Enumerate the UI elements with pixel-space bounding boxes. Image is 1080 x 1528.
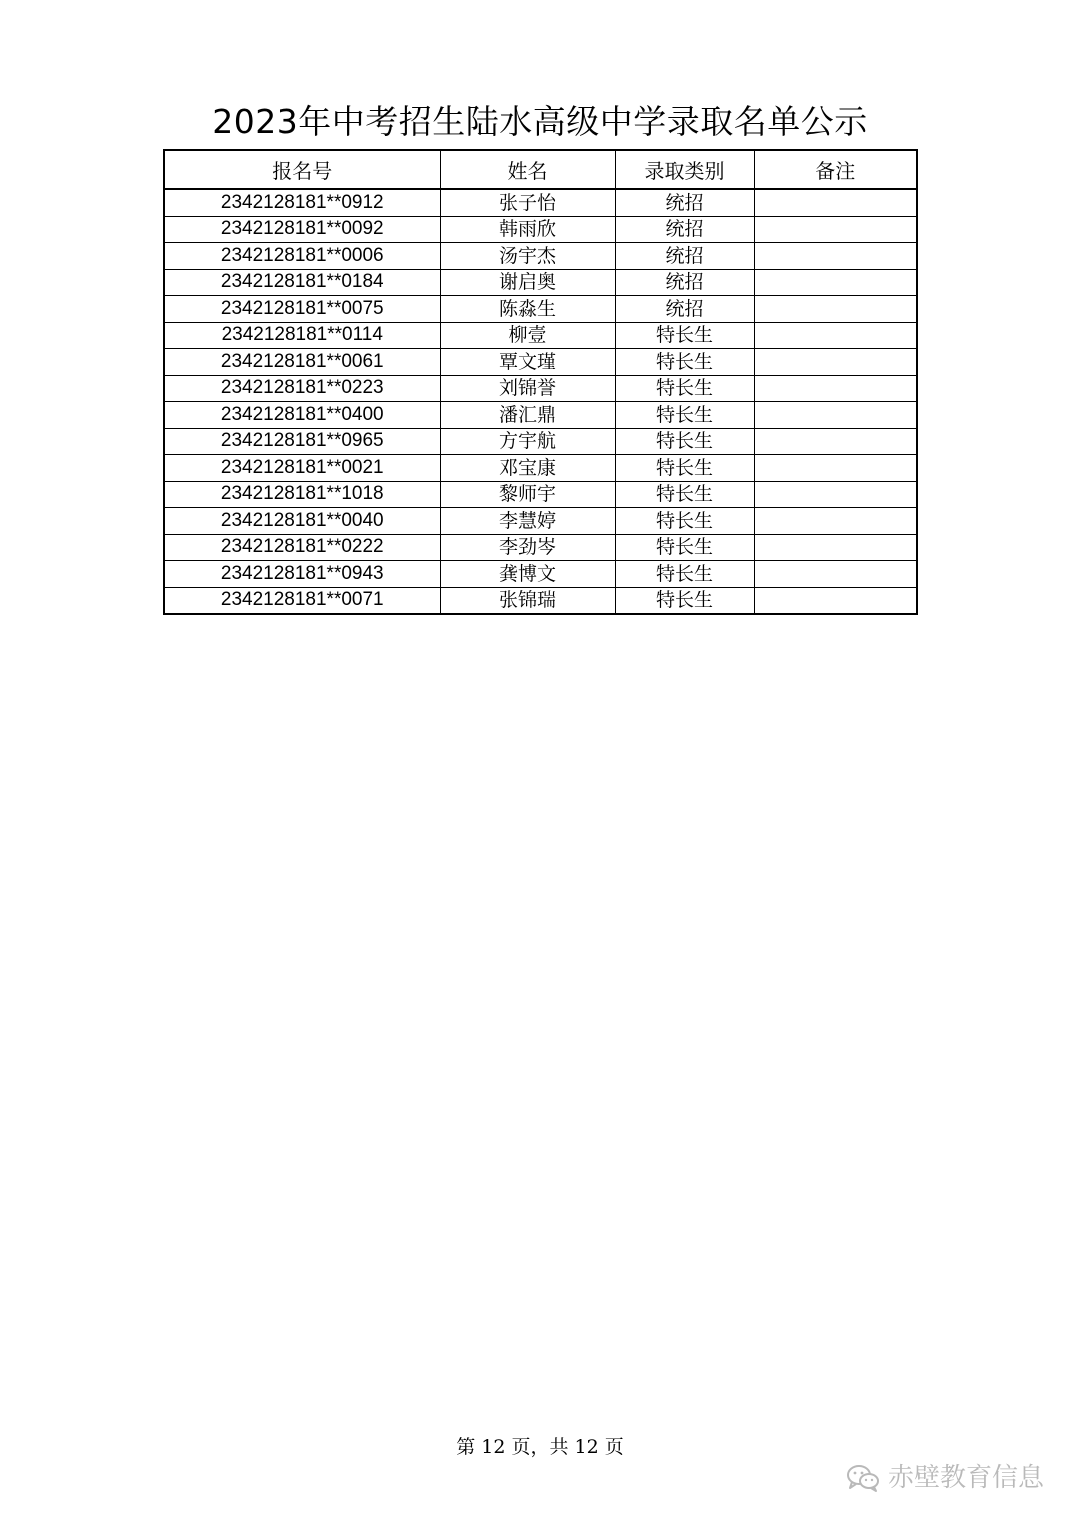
- admission-category-cell: 统招: [615, 216, 754, 243]
- admission-category-cell: 统招: [615, 243, 754, 270]
- remark-cell: [754, 508, 917, 535]
- registration-number-cell: 2342128181**0943: [164, 561, 440, 588]
- admission-category-cell: 特长生: [615, 349, 754, 376]
- table-row: [164, 322, 917, 349]
- table-row: [164, 561, 917, 588]
- table-header: [164, 150, 917, 189]
- registration-number-cell: 2342128181**1018: [164, 481, 440, 508]
- header-remarks: 备注: [754, 150, 917, 189]
- remark-cell: [754, 243, 917, 270]
- table-row: [164, 402, 917, 429]
- table-row: [164, 481, 917, 508]
- admission-category-cell: 特长生: [615, 534, 754, 561]
- remark-cell: [754, 428, 917, 455]
- student-name-cell: 黎师宇: [440, 481, 615, 508]
- registration-number-cell: 2342128181**0222: [164, 534, 440, 561]
- admission-category-cell: 特长生: [615, 428, 754, 455]
- remark-cell: [754, 534, 917, 561]
- student-name-cell: 李劲岑: [440, 534, 615, 561]
- admission-category-cell: 特长生: [615, 375, 754, 402]
- registration-number-cell: 2342128181**0400: [164, 402, 440, 429]
- remark-cell: [754, 269, 917, 296]
- admission-category-cell: 特长生: [615, 508, 754, 535]
- table-row: [164, 508, 917, 535]
- table-body: [164, 189, 917, 614]
- registration-number-cell: 2342128181**0061: [164, 349, 440, 376]
- page-footer: 第 12 页，共 12 页: [456, 1436, 624, 1458]
- header-row: [164, 150, 917, 189]
- table-row: [164, 455, 917, 482]
- table-row: [164, 375, 917, 402]
- table-row: [164, 587, 917, 614]
- registration-number-cell: 2342128181**0965: [164, 428, 440, 455]
- admission-table: [163, 149, 918, 615]
- registration-number-cell: 2342128181**0071: [164, 587, 440, 614]
- table-row: [164, 216, 917, 243]
- student-name-cell: 刘锦誉: [440, 375, 615, 402]
- remark-cell: [754, 322, 917, 349]
- student-name-cell: 方宇航: [440, 428, 615, 455]
- admission-category-cell: 特长生: [615, 402, 754, 429]
- remark-cell: [754, 189, 917, 216]
- student-name-cell: 覃文瑾: [440, 349, 615, 376]
- student-name-cell: 潘汇鼎: [440, 402, 615, 429]
- table-row: [164, 428, 917, 455]
- student-name-cell: 汤宇杰: [440, 243, 615, 270]
- table-row: [164, 296, 917, 323]
- remark-cell: [754, 402, 917, 429]
- remark-cell: [754, 375, 917, 402]
- registration-number-cell: 2342128181**0912: [164, 189, 440, 216]
- header-admission-category: 录取类别: [615, 150, 754, 189]
- student-name-cell: 龚博文: [440, 561, 615, 588]
- table-row: [164, 243, 917, 270]
- remark-cell: [754, 296, 917, 323]
- admission-category-cell: 统招: [615, 189, 754, 216]
- student-name-cell: 李慧婷: [440, 508, 615, 535]
- watermark-text: 赤壁教育信息: [887, 1463, 1044, 1493]
- table-row: [164, 189, 917, 216]
- page-title: 2023年中考招生陆水高级中学录取名单公示: [212, 102, 868, 141]
- admission-category-cell: 特长生: [615, 455, 754, 482]
- table-row: [164, 534, 917, 561]
- table-row: [164, 349, 917, 376]
- student-name-cell: 张子怡: [440, 189, 615, 216]
- registration-number-cell: 2342128181**0075: [164, 296, 440, 323]
- remark-cell: [754, 455, 917, 482]
- remark-cell: [754, 216, 917, 243]
- wechat-icon: [846, 1463, 880, 1493]
- admission-category-cell: 特长生: [615, 587, 754, 614]
- header-name: 姓名: [440, 150, 615, 189]
- registration-number-cell: 2342128181**0184: [164, 269, 440, 296]
- admission-category-cell: 特长生: [615, 322, 754, 349]
- student-name-cell: 柳壹: [440, 322, 615, 349]
- table-row: [164, 269, 917, 296]
- admission-category-cell: 特长生: [615, 481, 754, 508]
- remark-cell: [754, 587, 917, 614]
- registration-number-cell: 2342128181**0006: [164, 243, 440, 270]
- registration-number-cell: 2342128181**0114: [164, 322, 440, 349]
- student-name-cell: 陈淼生: [440, 296, 615, 323]
- header-registration-number: 报名号: [164, 150, 440, 189]
- registration-number-cell: 2342128181**0092: [164, 216, 440, 243]
- watermark: [846, 1461, 1044, 1495]
- admission-category-cell: 统招: [615, 269, 754, 296]
- student-name-cell: 邓宝康: [440, 455, 615, 482]
- remark-cell: [754, 561, 917, 588]
- admission-category-cell: 特长生: [615, 561, 754, 588]
- student-name-cell: 谢启奥: [440, 269, 615, 296]
- remark-cell: [754, 349, 917, 376]
- registration-number-cell: 2342128181**0021: [164, 455, 440, 482]
- admission-category-cell: 统招: [615, 296, 754, 323]
- remark-cell: [754, 481, 917, 508]
- registration-number-cell: 2342128181**0040: [164, 508, 440, 535]
- student-name-cell: 张锦瑞: [440, 587, 615, 614]
- student-name-cell: 韩雨欣: [440, 216, 615, 243]
- registration-number-cell: 2342128181**0223: [164, 375, 440, 402]
